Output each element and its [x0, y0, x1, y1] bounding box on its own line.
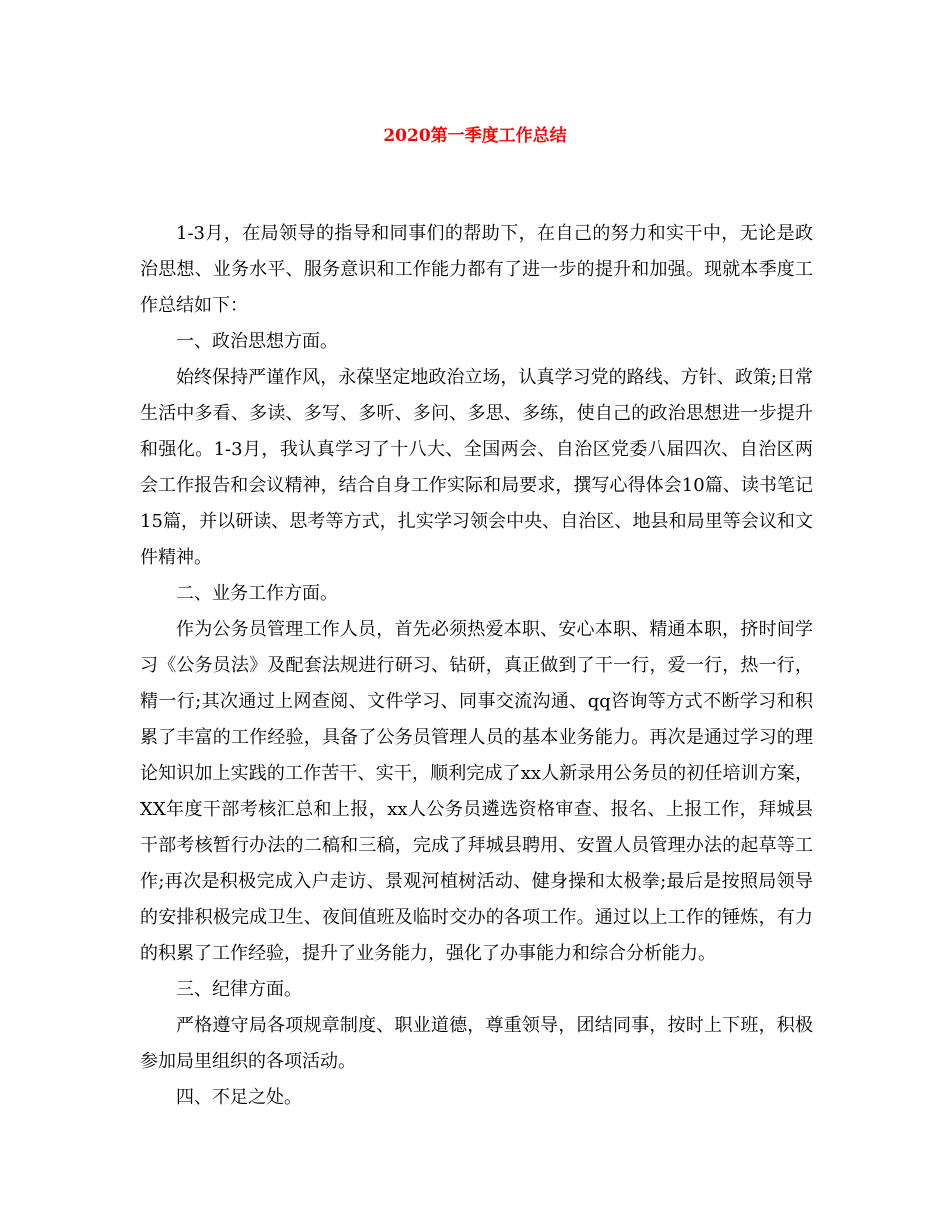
heading-business-work: 二、业务工作方面。: [176, 583, 338, 604]
heading-shortcomings: 四、不足之处。: [176, 1087, 302, 1108]
heading-political-thought: 一、政治思想方面。: [176, 331, 338, 352]
document-body: [140, 216, 813, 1116]
paragraph-discipline: 严格遵守局各项规章制度、职业道德，尊重领导，团结同事，按时上下班，积极参加局里组织的各项活动。: [140, 1015, 813, 1072]
paragraph-business-work: 作为公务员管理工作人员，首先必须热爱本职、安心本职、精通本职，挤时间学习《公务员法》及配套法规进行研习、钻研，真正做到了干一行，爱一行，热一行，精一行;其次通过上网查阅、文件学习、同事交流沟通、qq咨询等方式不断学习和积累了丰富的工作经验，具备了公务员管理人员的基本业务能力。再次是通过学习的理论知识加上实践的工作苦干、实干，顺利完成了xx人新录用公务员的初任培训方案，XX年度干部考核汇总和上报，xx人公务员遴选资格审查、报名、上报工作，拜城县干部考核暂行办法的二稿和三稿，完成了拜城县聘用、安置人员管理办法的起草等工作;再次是积极完成入户走访、景观河植树活动、健身操和太极拳;最后是按照局领导的安排积极完成卫生、夜间值班及临时交办的各项工作。通过以上工作的锤炼，有力的积累了工作经验，提升了业务能力，强化了办事能力和综合分析能力。: [140, 619, 813, 964]
document-title: 2020第一季度工作总结: [383, 126, 567, 146]
paragraph-political-thought: 始终保持严谨作风，永葆坚定地政治立场，认真学习党的路线、方针、政策;日常生活中多看、多读、多写、多听、多问、多思、多练，使自己的政治思想进一步提升和强化。1-3月，我认真学习了十八大、全国两会、自治区党委八届四次、自治区两会工作报告和会议精神，结合自身工作实际和局要求，撰写心得体会10篇、读书笔记15篇，并以研读、思考等方式，扎实学习领会中央、自治区、地县和局里等会议和文件精神。: [140, 367, 813, 568]
paragraph-intro: 1-3月，在局领导的指导和同事们的帮助下，在自己的努力和实干中，无论是政治思想、业务水平、服务意识和工作能力都有了进一步的提升和加强。现就本季度工作总结如下：: [140, 223, 813, 316]
heading-discipline: 三、纪律方面。: [176, 979, 302, 1000]
